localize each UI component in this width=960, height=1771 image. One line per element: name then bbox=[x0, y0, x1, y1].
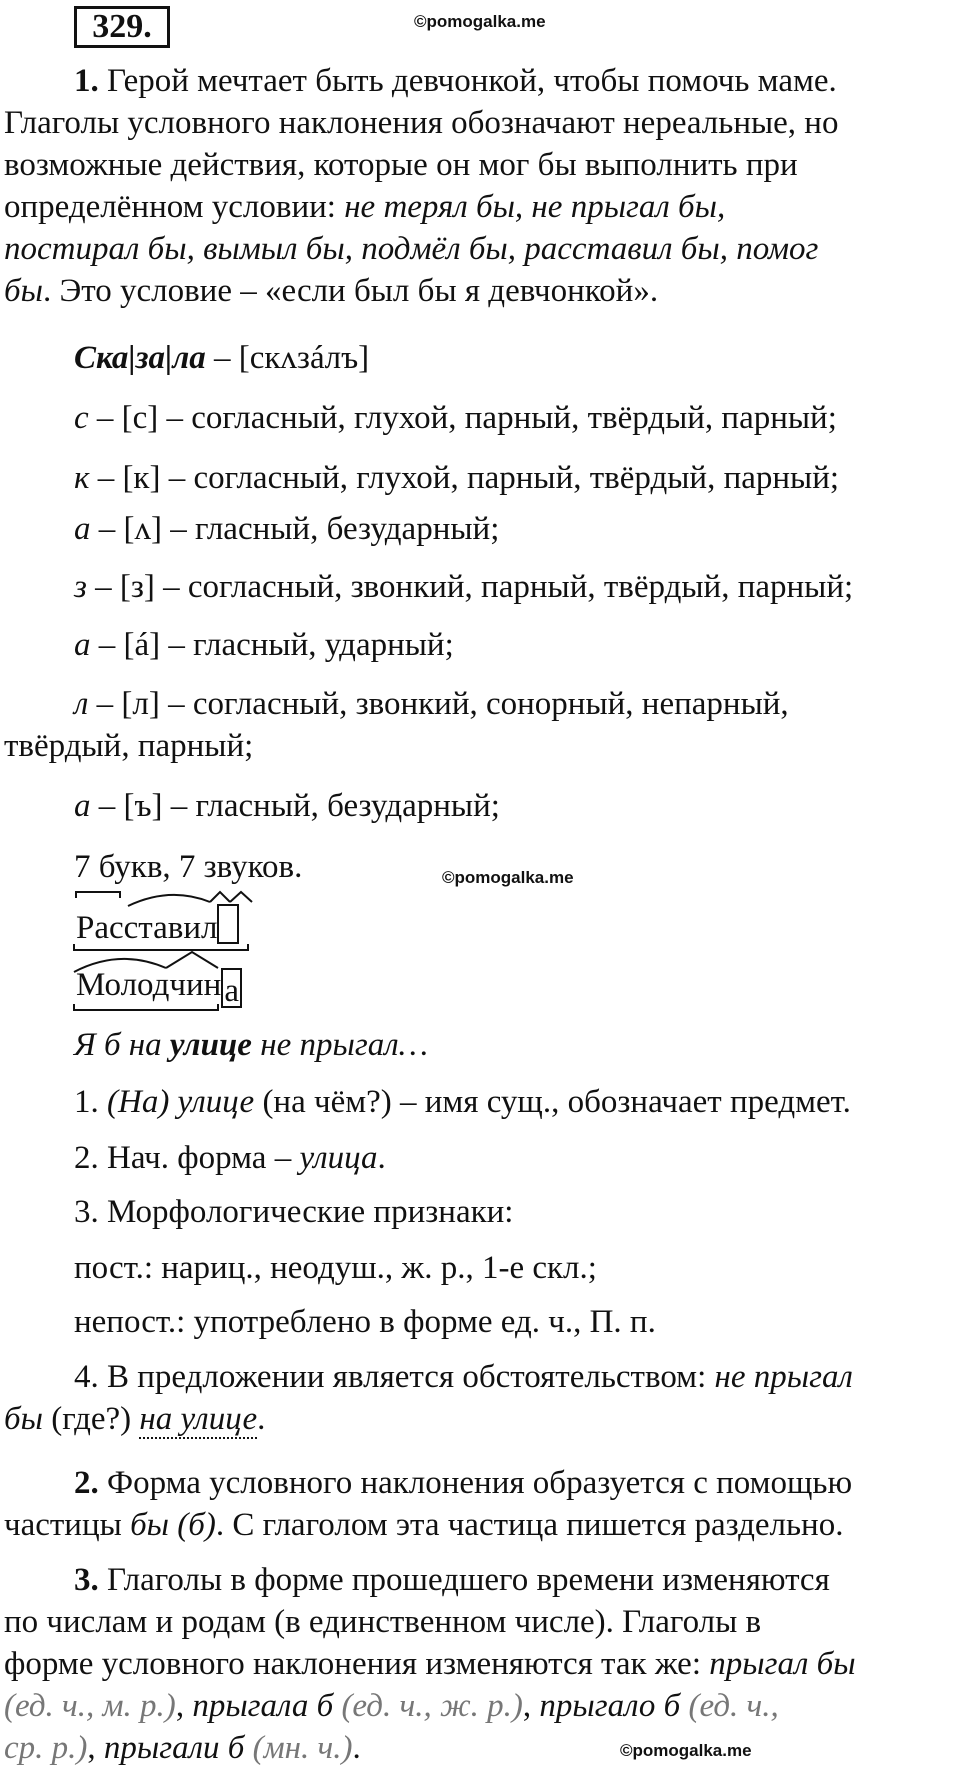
item-text: (на чём?) – имя сущ., обозначает предмет. bbox=[254, 1084, 851, 1120]
para1-line: определённом условии: bbox=[4, 189, 345, 225]
phonetic-word: Ска|за|ла bbox=[74, 340, 206, 376]
para2-text: . С глаголом эта частица пишется раздельно. bbox=[215, 1507, 844, 1543]
para3-text: по числам и родам (в единственном числе). Глаголы в bbox=[4, 1604, 762, 1640]
phonetic-desc: – [ʌ] – гласный, безударный; bbox=[90, 511, 500, 547]
analysis-item-4 bbox=[74, 1356, 853, 1398]
phonetic-row bbox=[74, 566, 853, 608]
para1-italic: постирал бы, вымыл бы, подмёл бы, расставил бы, помог bbox=[4, 231, 819, 267]
para1-italic: не терял бы, не прыгал бы, bbox=[344, 189, 726, 225]
sentence-part: не прыгал… bbox=[251, 1027, 428, 1063]
phonetic-row bbox=[74, 508, 499, 550]
para3-number: 3. bbox=[74, 1562, 99, 1598]
separator: , bbox=[175, 1688, 193, 1724]
grammar-note: (мн. ч.) bbox=[252, 1730, 353, 1766]
phonetic-wrap-line: твёрдый, парный; bbox=[4, 728, 254, 764]
watermark-top: ©pomogalka.me bbox=[414, 12, 546, 31]
morpheme-word-molodchina bbox=[76, 964, 242, 1008]
verb-form: прыгали б bbox=[103, 1730, 245, 1766]
item-italic: не прыгал bbox=[714, 1359, 853, 1395]
morpheme-word: Молодчин bbox=[76, 967, 222, 1003]
phonetic-row bbox=[74, 785, 500, 827]
separator: , bbox=[522, 1688, 540, 1724]
analysis-item-1 bbox=[74, 1081, 851, 1123]
phonetic-letter: з bbox=[74, 569, 87, 605]
para2-text: частицы bbox=[4, 1507, 131, 1543]
phonetic-desc: – [á] – гласный, ударный; bbox=[90, 627, 454, 663]
paragraph-2 bbox=[4, 1462, 952, 1546]
para1-italic: бы bbox=[4, 273, 43, 309]
item-text: . bbox=[377, 1140, 386, 1176]
phonetic-letter: л bbox=[74, 686, 89, 722]
phonetic-desc: – [с] – согласный, глухой, парный, твёрдый, парный; bbox=[88, 400, 837, 436]
analysis-item-4-cont bbox=[4, 1398, 265, 1440]
separator: , bbox=[87, 1730, 104, 1766]
exercise-number: 329. bbox=[74, 6, 170, 48]
phonetic-row bbox=[74, 397, 837, 439]
phonetic-row bbox=[74, 624, 454, 666]
analysis-item-2 bbox=[74, 1137, 386, 1179]
item-number: 1. bbox=[74, 1084, 107, 1120]
item-text: . bbox=[257, 1401, 266, 1437]
grammar-note: ср. р.) bbox=[4, 1730, 88, 1766]
para2-text: Форма условного наклонения образуется с помощью bbox=[98, 1465, 853, 1501]
grammar-note: (ед. ч., bbox=[688, 1688, 779, 1724]
phonetic-letter: а bbox=[74, 788, 91, 824]
para1-line: Герой мечтает быть девчонкой, чтобы помочь маме. bbox=[98, 63, 837, 99]
nonconstant-features: непост.: употреблено в форме ед. ч., П. п. bbox=[74, 1304, 656, 1340]
item-text: 4. В предложении является обстоятельством: bbox=[74, 1359, 715, 1395]
phonetic-row bbox=[74, 457, 839, 499]
verb-form: прыгало б bbox=[539, 1688, 681, 1724]
para1-number: 1. bbox=[74, 63, 99, 99]
para2-number: 2. bbox=[74, 1465, 99, 1501]
analysis-sentence bbox=[74, 1024, 428, 1066]
watermark-bottom: ©pomogalka.me bbox=[620, 1741, 752, 1760]
watermark-middle: ©pomogalka.me bbox=[442, 868, 574, 887]
analysis-item-3: 3. Морфологические признаки: bbox=[74, 1194, 514, 1230]
verb-form: прыгал бы bbox=[709, 1646, 856, 1682]
zero-ending-box bbox=[217, 904, 239, 944]
morpheme-word: Расставил bbox=[76, 910, 218, 946]
item-italic: бы bbox=[4, 1401, 43, 1437]
grammar-note: (ед. ч., ж. р.) bbox=[341, 1688, 523, 1724]
para3-text: форме условного наклонения изменяются так же: bbox=[4, 1646, 710, 1682]
item-italic: (На) улице bbox=[107, 1084, 255, 1120]
verb-form: прыгала б bbox=[192, 1688, 334, 1724]
phonetic-header bbox=[74, 337, 369, 379]
para3-text: Глаголы в форме прошедшего времени изменяются bbox=[98, 1562, 830, 1598]
ending-box: а bbox=[221, 968, 242, 1008]
item-text: (где?) bbox=[42, 1401, 140, 1437]
paragraph-1 bbox=[4, 60, 952, 312]
letter-sound-count: 7 букв, 7 звуков. bbox=[74, 849, 303, 885]
phonetic-row bbox=[74, 683, 789, 725]
phonetic-transcription: – [скʌзáлъ] bbox=[205, 340, 370, 376]
phonetic-desc: – [ъ] – гласный, безударный; bbox=[90, 788, 500, 824]
para1-tail: . Это условие – «если был бы я девчонкой». bbox=[42, 273, 659, 309]
constant-features: пост.: нариц., неодуш., ж. р., 1-е скл.; bbox=[74, 1250, 597, 1286]
para1-line: возможные действия, которые он мог бы выполнить при bbox=[4, 147, 798, 183]
paragraph-3 bbox=[4, 1559, 952, 1769]
separator: . bbox=[352, 1730, 361, 1766]
para2-italic: бы (б) bbox=[130, 1507, 216, 1543]
para1-line: Глаголы условного наклонения обозначают нереальные, но bbox=[4, 105, 839, 141]
phonetic-letter: а bbox=[74, 627, 91, 663]
phonetic-desc: – [к] – согласный, глухой, парный, твёрдый, парный; bbox=[89, 460, 840, 496]
morpheme-word-rasstavil bbox=[76, 904, 239, 949]
phonetic-desc: – [з] – согласный, звонкий, парный, твёрдый, парный; bbox=[86, 569, 854, 605]
phonetic-letter: к bbox=[74, 460, 90, 496]
phonetic-desc: – [л] – согласный, звонкий, сонорный, непарный, bbox=[88, 686, 789, 722]
sentence-part: Я б на bbox=[74, 1027, 170, 1063]
item-italic: улица bbox=[299, 1140, 378, 1176]
grammar-note: (ед. ч., м. р.) bbox=[4, 1688, 176, 1724]
phonetic-letter: а bbox=[74, 511, 91, 547]
adverbial-underlined: на улице bbox=[139, 1401, 258, 1437]
item-text: 2. Нач. форма – bbox=[74, 1140, 300, 1176]
sentence-word: улице bbox=[169, 1027, 252, 1063]
phonetic-letter: с bbox=[74, 400, 89, 436]
